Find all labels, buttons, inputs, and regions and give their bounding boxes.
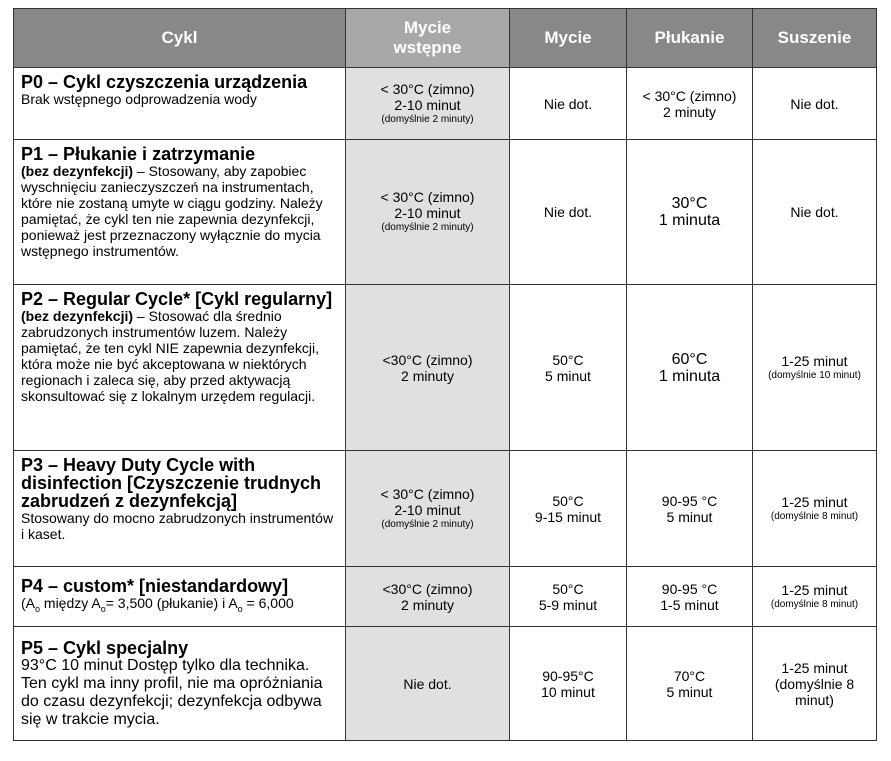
- wash-line: 50°C: [552, 351, 584, 368]
- wash-cell: [510, 451, 627, 567]
- program-desc-text: – Stosowany, aby zapobiec wyschnięciu zanieczyszczeń na instrumentach, które nie zostaną umyte w ciągu godziny. Należy pamiętać, że cykl ten nie zapewnia dezynfekcji, ponieważ jest przeznaczony wyłącznie do mycia wstępnego instrumentów.: [21, 163, 323, 259]
- program-desc-part: (A: [21, 595, 35, 612]
- program-desc: Stosowany do mocno zabrudzonych instrumentów i kaset.: [21, 510, 334, 542]
- header-plukanie: Płukanie: [627, 9, 753, 68]
- rinse-line: 1 minuta: [658, 212, 721, 229]
- rinse-line: 2 minuty: [663, 103, 716, 120]
- program-desc-part: = 3,500 (płukanie) i A: [105, 595, 238, 612]
- header-mycie: Mycie: [510, 9, 627, 68]
- rinse-cell: [627, 140, 753, 285]
- table-row: [14, 140, 877, 285]
- program-desc: Brak wstępnego odprowadzenia wody: [21, 91, 257, 107]
- prewash-line: <30°C (zimno): [382, 580, 473, 597]
- program-desc-sub: o: [100, 603, 106, 614]
- header-row: [14, 9, 877, 68]
- wash-line: 9-15 minut: [534, 508, 602, 525]
- wash-line: 50°C: [552, 492, 584, 509]
- dry-line: 1-25 minut: [781, 493, 848, 510]
- prewash-line: <30°C (zimno): [382, 351, 473, 368]
- program-cell: [14, 285, 346, 451]
- program-desc-part: = 6,000: [242, 595, 294, 612]
- prewash-note: (domyślnie 2 minuty): [381, 222, 474, 233]
- program-desc-part: między A: [40, 595, 101, 612]
- wash-cell: [510, 140, 627, 285]
- wash-line: 50°C: [552, 580, 584, 597]
- prewash-line: 2-10 minut: [394, 96, 461, 113]
- rinse-line: 90-95 °C: [661, 580, 718, 597]
- prewash-cell: [346, 68, 510, 140]
- dry-line: 1-25 minut: [781, 352, 848, 369]
- cycle-table: [13, 8, 877, 741]
- rinse-line: 90-95 °C: [661, 492, 718, 509]
- rinse-line: 60°C: [671, 350, 708, 368]
- rinse-line: 5 minut: [666, 683, 713, 700]
- wash-line: 90-95°C: [542, 667, 594, 684]
- dry-cell: [753, 140, 877, 285]
- dry-line: minut): [795, 691, 834, 708]
- dry-note: (domyślnie 10 minut): [768, 369, 861, 381]
- program-title: P4 – custom* [niestandardowy]: [21, 576, 289, 597]
- rinse-cell: [627, 627, 753, 741]
- table-row: [14, 285, 877, 451]
- dry-cell: [753, 627, 877, 741]
- wash-cell: [510, 285, 627, 451]
- prewash-line: 2 minuty: [401, 367, 454, 384]
- dry-cell: [753, 285, 877, 451]
- program-title: P2 – Regular Cycle* [Cykl regularny]: [21, 289, 333, 309]
- program-title: P5 – Cykl specjalny: [21, 638, 189, 658]
- program-desc: 93°C 10 minut Dostęp tylko dla technika. Ten cykl ma inny profil, nie ma opróżniania do czasu dezynfekcji; dezynfekcja odbywa się w trakcie mycia.: [21, 657, 323, 728]
- wash-line: Nie dot.: [543, 95, 593, 112]
- prewash-cell: [346, 285, 510, 451]
- header-cykl: Cykl: [14, 9, 346, 68]
- rinse-line: < 30°C (zimno): [642, 87, 737, 104]
- dry-line: 1-25 minut: [781, 581, 848, 598]
- wash-cell: [510, 627, 627, 741]
- prewash-line: 2-10 minut: [394, 205, 461, 221]
- wash-line: Nie dot.: [543, 204, 593, 220]
- dry-line: Nie dot.: [790, 204, 839, 220]
- header-suszenie: Suszenie: [753, 9, 877, 68]
- wash-line: 10 minut: [541, 683, 595, 700]
- dry-line: 1-25 minut: [781, 659, 848, 676]
- program-title: P1 – Płukanie i zatrzymanie: [21, 144, 256, 164]
- table-row: [14, 567, 877, 627]
- program-desc-text: – Stosować dla średnio zabrudzonych instrumentów luzem. Należy pamiętać, że ten cykl NIE zapewnia dezynfekcji, która może nie być akceptowana w niektórych regionach i zaleca się, aby przed aktywacją skonsultować się z lokalnym urzędem regulacji.: [21, 308, 320, 404]
- program-cell: [14, 567, 346, 627]
- rinse-line: 70°C: [673, 667, 706, 684]
- dry-line: Nie dot.: [790, 95, 839, 112]
- dry-cell: [753, 567, 877, 627]
- prewash-cell: [346, 451, 510, 567]
- program-desc: [21, 308, 339, 404]
- rinse-cell: [627, 68, 753, 140]
- program-desc-sub: o: [237, 603, 243, 614]
- table-row: [14, 68, 877, 140]
- prewash-line: < 30°C (zimno): [380, 485, 475, 502]
- dry-note: (domyślnie 8 minut): [770, 598, 859, 610]
- header-mycie-wstepne: [346, 9, 510, 68]
- wash-line: 5-9 minut: [538, 596, 598, 613]
- rinse-line: 5 minut: [666, 508, 713, 525]
- program-desc-bold: (bez dezynfekcji): [21, 163, 134, 179]
- rinse-cell: [627, 451, 753, 567]
- prewash-line: < 30°C (zimno): [380, 189, 475, 205]
- wash-line: 5 minut: [545, 367, 591, 384]
- wash-cell: [510, 68, 627, 140]
- prewash-cell: [346, 627, 510, 741]
- dry-note: (domyślnie 8 minut): [770, 510, 859, 522]
- wash-cell: [510, 567, 627, 627]
- program-desc: [21, 595, 339, 617]
- dry-line: (domyślnie 8: [774, 675, 855, 692]
- program-title: P3 – Heavy Duty Cycle with disinfection [Czyszczenie trudnych zabrudzeń z dezynfekcją]: [21, 455, 322, 511]
- rinse-line: 1-5 minut: [660, 596, 719, 613]
- rinse-cell: [627, 285, 753, 451]
- table-row: [14, 627, 877, 741]
- prewash-note: (domyślnie 2 minuty): [381, 518, 474, 530]
- program-title: P0 – Cykl czyszczenia urządzenia: [21, 72, 308, 92]
- header-mycie-wstepne-line1: Mycie: [403, 18, 452, 37]
- prewash-line: Nie dot.: [403, 675, 452, 692]
- dry-cell: [753, 451, 877, 567]
- prewash-note: (domyślnie 2 minuty): [381, 113, 474, 125]
- rinse-line: 30°C: [671, 195, 708, 212]
- prewash-cell: [346, 567, 510, 627]
- program-cell: [14, 140, 346, 285]
- program-cell: [14, 68, 346, 140]
- rinse-cell: [627, 567, 753, 627]
- prewash-line: 2-10 minut: [394, 501, 461, 518]
- program-cell: [14, 451, 346, 567]
- table-row: [14, 451, 877, 567]
- prewash-line: < 30°C (zimno): [380, 80, 475, 97]
- dry-cell: [753, 68, 877, 140]
- prewash-line: 2 minuty: [401, 596, 454, 613]
- program-desc-sub: o: [35, 603, 41, 614]
- program-desc-bold: (bez dezynfekcji): [21, 308, 134, 324]
- program-cell: [14, 627, 346, 741]
- prewash-cell: [346, 140, 510, 285]
- program-desc: [21, 163, 339, 259]
- header-mycie-wstepne-line2: wstępne: [393, 38, 462, 57]
- rinse-line: 1 minuta: [658, 367, 721, 385]
